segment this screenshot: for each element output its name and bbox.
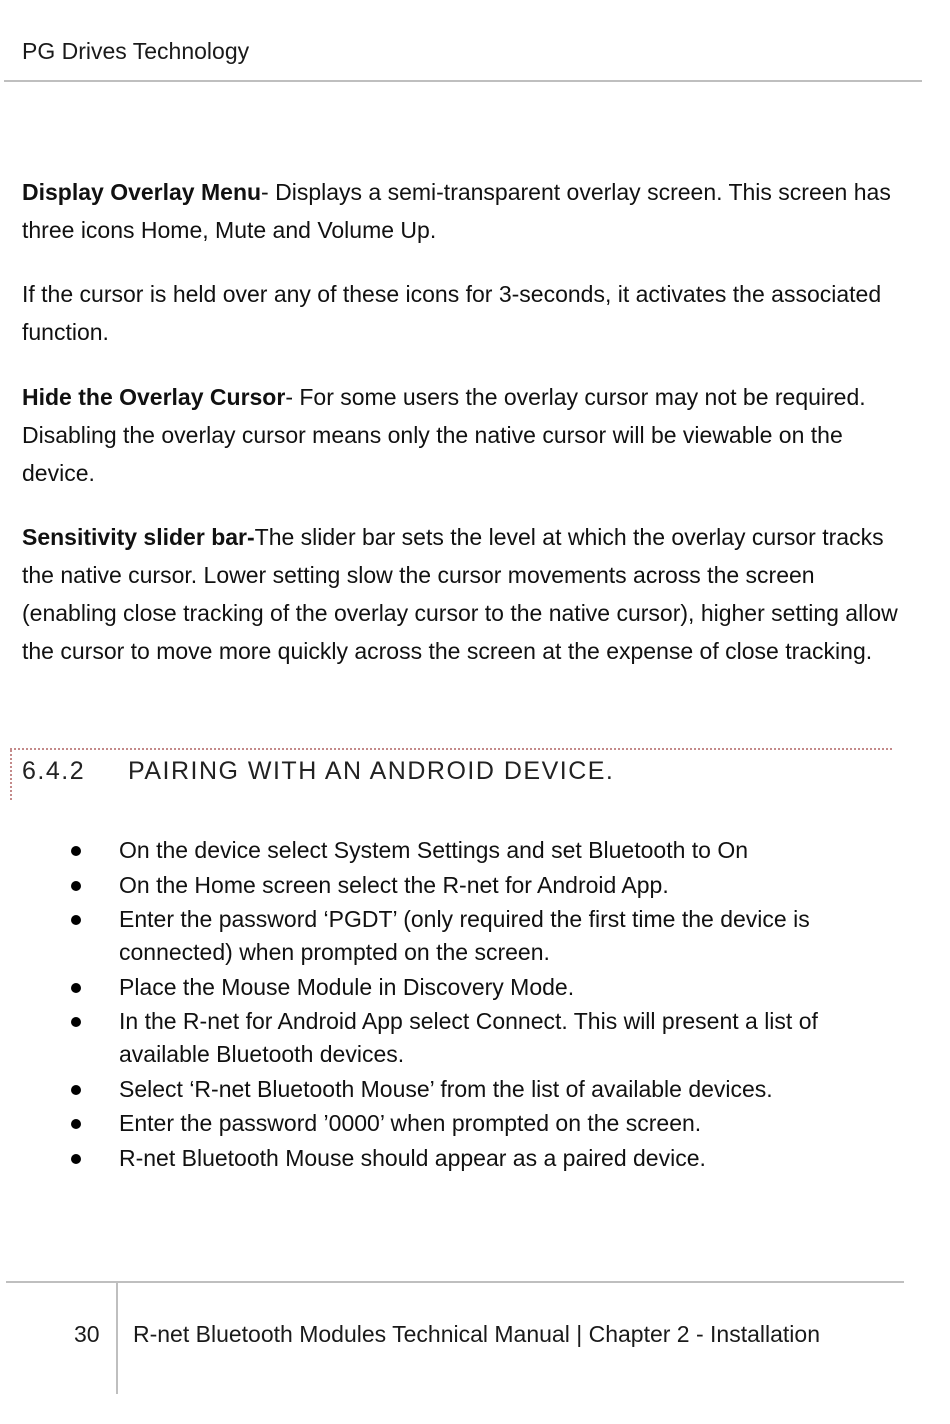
paragraph-cursor-held [22,275,902,351]
page-number: 30 [74,1321,100,1347]
list-item [0,903,879,969]
bullet-icon [71,1085,81,1095]
paragraph-text: The slider bar sets the level at which the overlay cursor tracks the native cursor. Lower setting slow the cursor movements across the screen (enabling close tracking of the overlay cursor to the native cursor), higher setting allow the cursor to move more quickly across the screen at the expense of close tracking. [22,524,898,664]
section-border-top [10,748,892,750]
list-item-text: Enter the password ‘PGDT’ (only required the first time the device is connected) when prompted on the screen. [119,906,810,965]
list-item [0,1107,879,1140]
section-title: PAIRING WITH AN ANDROID DEVICE. [128,757,615,785]
footer-title: R-net Bluetooth Modules Technical Manual | Chapter 2 - Installation [133,1321,820,1347]
bullet-icon [71,846,81,856]
bullet-icon [71,1017,81,1027]
list-item-text: Enter the password ’0000’ when prompted on the screen. [119,1110,702,1136]
list-item [0,1005,879,1071]
paragraph-hide-overlay-cursor [22,378,902,492]
paragraph-text: If the cursor is held over any of these icons for 3-seconds, it activates the associated function. [22,281,882,345]
term-hide-overlay-cursor: Hide the Overlay Cursor [22,384,286,410]
bullet-icon [71,1119,81,1129]
bullet-icon [71,983,81,993]
list-item [0,834,879,867]
list-item [0,869,879,902]
list-item-text: R-net Bluetooth Mouse should appear as a paired device. [119,1144,706,1171]
list-item-text: In the R-net for Android App select Connect. This will present a list of available Bluetooth devices. [119,1008,818,1067]
header-divider [4,80,922,82]
paragraph-text: - Displays a semi-transparent overlay screen. This screen has three icons Home, Mute and Volume Up. [22,179,891,243]
bullet-icon [71,881,81,891]
pairing-steps-list [0,834,950,1176]
section-border-left [10,750,12,800]
list-item-text: On the device select System Settings and set Bluetooth to On [119,837,749,863]
footer-divider [6,1281,904,1283]
list-item [0,971,879,1004]
running-header: PG Drives Technology [22,38,250,64]
paragraph-display-overlay-menu [22,173,902,249]
list-item-text: Select ‘R-net Bluetooth Mouse’ from the list of available devices. [119,1075,773,1102]
footer-vertical-divider [116,1282,118,1394]
list-item [0,1142,879,1175]
list-item [0,1073,879,1106]
paragraph-sensitivity-slider [22,518,902,670]
bullet-icon [71,1154,81,1164]
section-heading [22,757,614,786]
bullet-icon [71,915,81,925]
section-number: 6.4.2 [22,757,86,785]
term-display-overlay-menu: Display Overlay Menu [22,179,262,205]
list-item-text: On the Home screen select the R-net for Android App. [119,871,669,898]
list-item-text: Place the Mouse Module in Discovery Mode. [119,973,575,1000]
paragraph-text: - For some users the overlay cursor may not be required. Disabling the overlay cursor means only the native cursor will be viewable on the device. [22,384,866,486]
term-sensitivity-slider-bar: Sensitivity slider bar- [22,524,255,550]
